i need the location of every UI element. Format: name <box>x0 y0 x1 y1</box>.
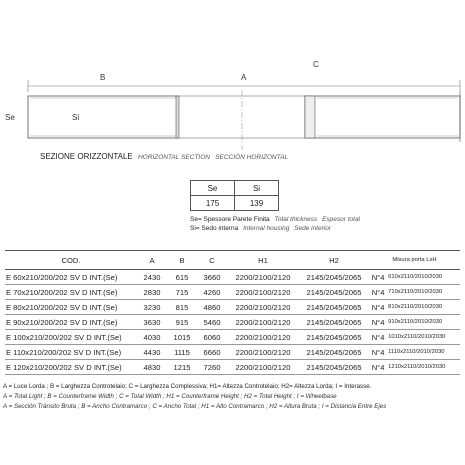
cell-cod: E 60x210/200/202 SV D INT.(Se) <box>5 270 137 285</box>
header-h1: H1 <box>227 251 299 270</box>
legend-si-en: Internal housing <box>243 225 290 232</box>
cell-b: 1015 <box>167 330 197 345</box>
cell-door-size: 1110x2110/2010/2030 <box>387 345 460 360</box>
legend-se-label: Se= Spessore Parete Finita <box>190 216 270 223</box>
section-title-es: SECCIÓN HORIZONTAL <box>215 154 289 161</box>
thickness-table <box>190 180 279 211</box>
table-row <box>5 345 460 360</box>
section-title <box>40 152 288 161</box>
cell-h2: 2145/2045/2065 <box>299 330 369 345</box>
cell-door-size: 610x2110/2010/2030 <box>387 270 460 285</box>
cell-a: 3630 <box>137 315 167 330</box>
cell-a: 2830 <box>137 285 167 300</box>
footer-legend-en: A = Total Light ; B = Counterframe Width ; C = Total Width ; H1 = Counterframe Height ; H2 = Total Height ; I = Wheelbase <box>3 393 337 400</box>
cell-b: 915 <box>167 315 197 330</box>
section-svg <box>0 0 465 150</box>
cell-h1: 2200/2100/2120 <box>227 345 299 360</box>
cell-cod: E 70x210/200/202 SV D INT.(Se) <box>5 285 137 300</box>
cell-door-count: N°4 <box>369 345 387 360</box>
cell-b: 815 <box>167 300 197 315</box>
thickness-value-si: 139 <box>235 196 279 211</box>
cell-h2: 2145/2045/2065 <box>299 315 369 330</box>
frame-junction <box>176 96 179 138</box>
footer-legend-es: A = Sección Tránsito Bruta ; B = Ancho Contramarco ; C = Ancho Total ; H1 = Alto Contramarco ; H2 = Altura Bruta ; I = Distancia Entre Ejes <box>3 403 387 410</box>
cell-cod: E 120x210/200/202 SV D INT.(Se) <box>5 360 137 375</box>
cell-door-count: N°4 <box>369 270 387 285</box>
label-si: Si <box>72 113 80 122</box>
section-title-en: HORIZONTAL SECTION <box>137 154 210 161</box>
legend-si <box>190 225 331 232</box>
legend-si-label: Si= Sedo interna <box>190 225 239 232</box>
cell-a: 4430 <box>137 345 167 360</box>
thickness-value-row <box>191 196 279 211</box>
cell-door-size: 1010x2110/2010/2030 <box>387 330 460 345</box>
cell-h1: 2200/2100/2120 <box>227 270 299 285</box>
label-a: A <box>241 73 247 82</box>
cell-door-count: N°4 <box>369 300 387 315</box>
cell-door-size: 810x2110/2010/2030 <box>387 300 460 315</box>
thickness-value-se: 175 <box>191 196 235 211</box>
cell-c: 6060 <box>197 330 227 345</box>
cell-cod: E 90x210/200/202 SV D INT.(Se) <box>5 315 137 330</box>
thickness-header-se: Se <box>191 181 235 196</box>
cell-a: 4030 <box>137 330 167 345</box>
cell-h1: 2200/2100/2120 <box>227 330 299 345</box>
header-a: A <box>137 251 167 270</box>
cell-door-size: 710x2110/2010/2030 <box>387 285 460 300</box>
cell-door-count: N°4 <box>369 330 387 345</box>
legend-si-es: Sede interior <box>294 225 331 232</box>
cell-b: 615 <box>167 270 197 285</box>
legend-se <box>190 216 360 223</box>
table-row <box>5 360 460 375</box>
label-b: B <box>100 73 106 82</box>
cell-door-size: 910x2110/2010/2030 <box>387 315 460 330</box>
table-header-row <box>5 251 460 270</box>
wall-block-right <box>305 96 460 138</box>
cell-a: 3230 <box>137 300 167 315</box>
cell-c: 5460 <box>197 315 227 330</box>
horizontal-section-drawing <box>0 0 465 170</box>
table-row <box>5 300 460 315</box>
section-title-it: SEZIONE ORIZZONTALE <box>40 152 133 161</box>
cell-a: 2430 <box>137 270 167 285</box>
door-jamb-right <box>305 96 315 138</box>
cell-b: 1115 <box>167 345 197 360</box>
cell-c: 3660 <box>197 270 227 285</box>
wall-block-left <box>28 96 178 138</box>
cell-cod: E 80x210/200/202 SV D INT.(Se) <box>5 300 137 315</box>
cell-cod: E 100x210/200/202 SV D INT.(Se) <box>5 330 137 345</box>
cell-door-size: 1210x2110/2010/2030 <box>387 360 460 375</box>
header-misura-porta: Misura porta LxH <box>369 251 460 270</box>
cell-door-count: N°4 <box>369 315 387 330</box>
cell-h2: 2145/2045/2065 <box>299 270 369 285</box>
thickness-header-si: Si <box>235 181 279 196</box>
cell-b: 715 <box>167 285 197 300</box>
cell-c: 7260 <box>197 360 227 375</box>
cell-cod: E 110x210/200/202 SV D INT.(Se) <box>5 345 137 360</box>
cell-h1: 2200/2100/2120 <box>227 315 299 330</box>
cell-b: 1215 <box>167 360 197 375</box>
header-b: B <box>167 251 197 270</box>
footer-legend-it: A = Luce Lorda ; B = Larghezza Controtelaio; C = Larghezza Complessiva; H1= Altezza Controtelaio; H2= Altezza Lorda; I = Interasse. <box>3 383 372 390</box>
label-se: Se <box>5 113 15 122</box>
cell-door-count: N°4 <box>369 360 387 375</box>
header-h2: H2 <box>299 251 369 270</box>
dimensions-table <box>5 250 460 375</box>
label-c: C <box>313 60 319 69</box>
table-body <box>5 270 460 375</box>
table-row <box>5 270 460 285</box>
cell-h1: 2200/2100/2120 <box>227 360 299 375</box>
cell-h1: 2200/2100/2120 <box>227 285 299 300</box>
cell-h2: 2145/2045/2065 <box>299 360 369 375</box>
cell-h2: 2145/2045/2065 <box>299 300 369 315</box>
cell-c: 4860 <box>197 300 227 315</box>
header-c: C <box>197 251 227 270</box>
cell-c: 4260 <box>197 285 227 300</box>
table-row <box>5 315 460 330</box>
cell-h2: 2145/2045/2065 <box>299 285 369 300</box>
legend-se-es: Espesor total <box>322 216 360 223</box>
cell-c: 6660 <box>197 345 227 360</box>
table-row <box>5 330 460 345</box>
cell-door-count: N°4 <box>369 285 387 300</box>
header-cod: COD. <box>5 251 137 270</box>
cell-a: 4830 <box>137 360 167 375</box>
table-row <box>5 285 460 300</box>
thickness-header-row <box>191 181 279 196</box>
cell-h2: 2145/2045/2065 <box>299 345 369 360</box>
legend-se-en: Total thickness <box>274 216 318 223</box>
cell-h1: 2200/2100/2120 <box>227 300 299 315</box>
